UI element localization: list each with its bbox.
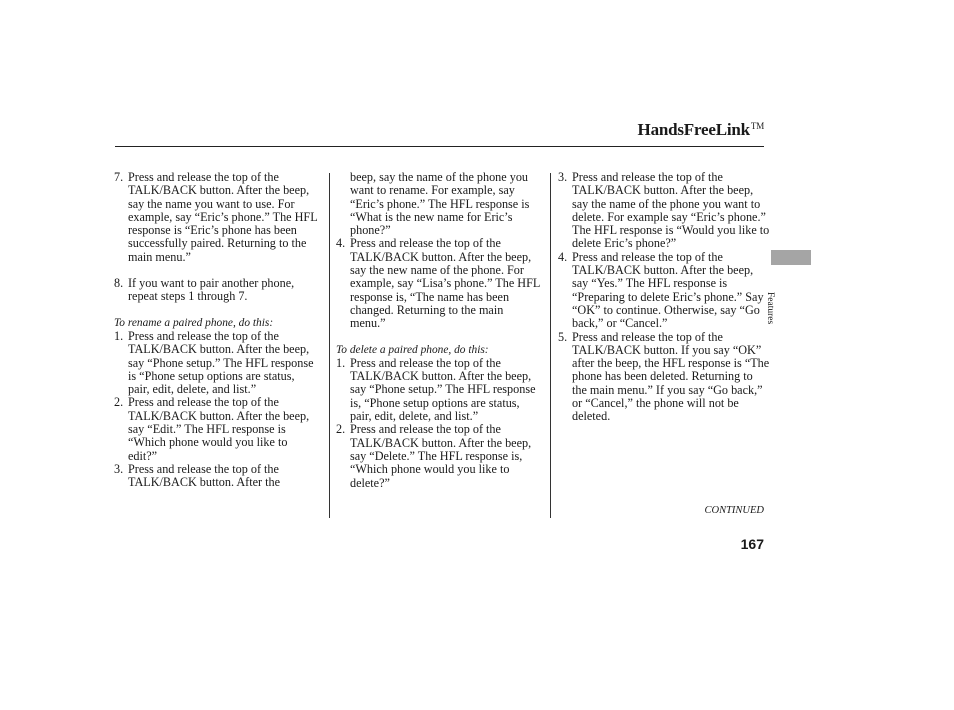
text-column-1 [114, 171, 319, 490]
step-number: 1. [336, 355, 346, 370]
step-text: If you want to pair another phone, repeat steps 1 through 7. [128, 276, 295, 304]
step-text: Press and release the top of the TALK/BACK button. After the beep, say the name of the phone you want to delete. For example say “Eric’s phone.” The HFL response is “Would you like to delete Eric’s phone?” [572, 170, 770, 251]
step-text: Press and release the top of the TALK/BACK button. After the beep, say “Delete.” The HFL response is, “Which phone would you like to delete?” [350, 422, 532, 490]
numbered-step [558, 331, 770, 424]
numbered-step [336, 423, 541, 489]
numbered-step [114, 171, 319, 264]
step-text: Press and release the top of the TALK/BACK button. After the beep, say the new name of the phone. For example, say “Lisa’s phone.” The HFL response is, “The name has been changed. Returning to the main menu.” [350, 236, 540, 331]
header-rule [115, 146, 764, 147]
numbered-step [336, 237, 541, 330]
step-text: Press and release the top of the TALK/BACK button. After the beep, say “Yes.” The HFL response is “Preparing to delete Eric’s phone.” Say “OK” to continue. Otherwise, say “Go back,” or “Cancel.” [572, 249, 764, 331]
section-tab [771, 250, 811, 265]
section-tab-label: Features [765, 292, 775, 325]
section-heading: To delete a paired phone, do this: [336, 343, 489, 356]
step-text: Press and release the top of the TALK/BACK button. If you say “OK” after the beep, the HFL response is “The phone has been deleted. Returning to the main menu.” If you say “Go back,” or “Cancel,” the phone will not be deleted. [572, 329, 770, 424]
page-number: 167 [740, 536, 764, 552]
step-number: 7. [114, 170, 124, 184]
step-text: Press and release the top of the TALK/BACK button. After the beep, say “Phone setup.” The HFL response is, “Phone setup options are status, pair, edit, delete, and list.” [350, 355, 536, 424]
text-column-3 [558, 171, 770, 424]
column-divider-2 [550, 173, 551, 518]
numbered-step [558, 251, 770, 331]
step-text: Press and release the top of the TALK/BACK button. After the [128, 461, 281, 490]
paragraph-gap [114, 304, 319, 317]
step-number: 2. [114, 395, 124, 410]
numbered-step [114, 396, 319, 462]
title-text: HandsFreeLink [637, 120, 750, 139]
numbered-step [336, 357, 541, 423]
section-heading: To rename a paired phone, do this: [114, 316, 274, 329]
continued-step-text: beep, say the name of the phone you want to rename. For example, say “Eric’s phone.” The HFL response is “What is the new name for Eric’s phone?” [350, 170, 530, 238]
paragraph-gap [336, 331, 541, 344]
trademark-symbol: TM [750, 121, 764, 131]
step-number: 4. [558, 249, 568, 264]
step-number: 5. [558, 329, 568, 344]
step-number: 3. [114, 461, 124, 476]
step-number: 8. [114, 276, 124, 291]
step-number: 3. [558, 170, 568, 184]
numbered-step [114, 277, 319, 304]
numbered-step [558, 171, 770, 251]
step-text: Press and release the top of the TALK/BACK button. After the beep, say the name you want to use. For example, say “Eric’s phone.” The HFL response is “Eric’s phone has been successfully paired. Returning to the main menu.” [128, 170, 318, 264]
step-number: 4. [336, 236, 346, 251]
step-number: 2. [336, 422, 346, 437]
step-text: Press and release the top of the TALK/BACK button. After the beep, say “Phone setup.” The HFL response is “Phone setup options are status, pair, edit, delete, and list.” [128, 328, 314, 397]
numbered-step [114, 330, 319, 396]
step-number: 1. [114, 328, 124, 343]
page-title [638, 120, 764, 140]
continued-label: CONTINUED [704, 505, 764, 516]
column-divider-1 [329, 173, 330, 518]
step-text: Press and release the top of the TALK/BACK button. After the beep, say “Edit.” The HFL response is “Which phone would you like to edit?” [128, 395, 310, 463]
text-column-2 [336, 171, 541, 490]
numbered-step [114, 463, 319, 490]
